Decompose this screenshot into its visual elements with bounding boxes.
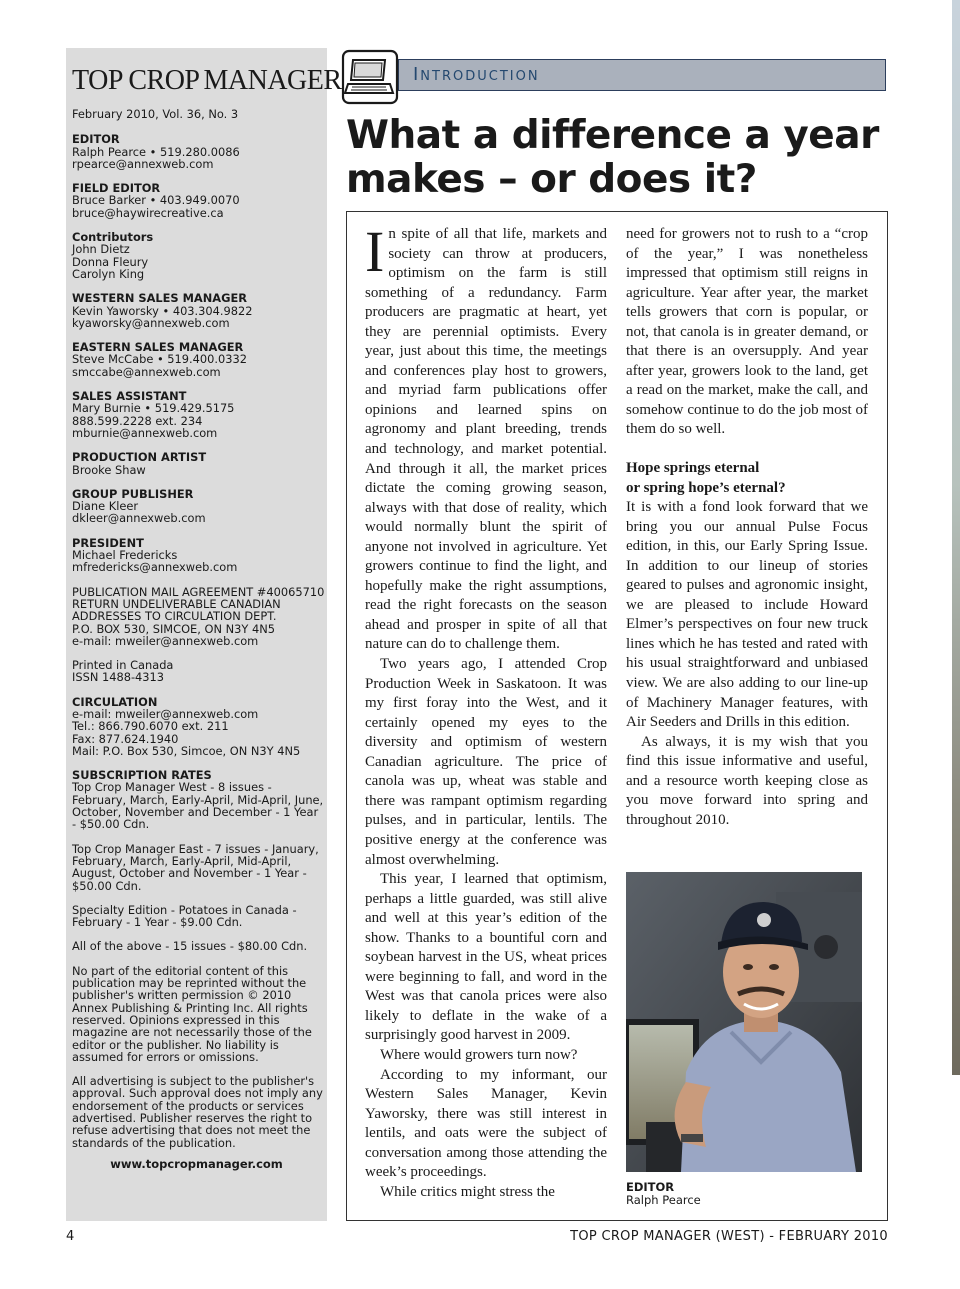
- masthead-block-line: Michael Fredericks: [72, 548, 178, 563]
- masthead-block-line[interactable]: smccabe@annexweb.com: [72, 364, 221, 379]
- publication-logo: [72, 58, 342, 104]
- caption-role: EDITOR: [626, 1180, 675, 1194]
- logo-word-top-crop: TOP CROP: [72, 65, 200, 96]
- masthead-block-line: 888.599.2228 ext. 234: [72, 413, 203, 428]
- masthead-block-line: Brooke Shaw: [72, 462, 146, 477]
- masthead-block-heading: GROUP PUBLISHER: [72, 486, 194, 501]
- masthead-block-line[interactable]: dkleer@annexweb.com: [72, 511, 206, 526]
- article-paragraph: It is with a fond look forward that we bring you our annual Pulse Focus edition, in this, our Early Spring Issue. In addition to our lineup of stories geared to pulses and agronomic insight, we are pleased to include Howard Elmer’s perspectives on four new truck lines which he has tested and rated with his usual straightforward and unbiased view. We are also adding to our line-up of Machinery Manager features, with Air Seeders and Drills in this edition.: [626, 499, 868, 731]
- drop-cap: I: [365, 219, 385, 284]
- article-paragraph: According to my informant, our Western Sales Manager, Kevin Yaworsky, there was still interest in lentils, and oats were the subject of conversation among those attending the week’s proceedings.: [365, 1066, 607, 1181]
- website-link[interactable]: www.topcropmanager.com: [110, 1157, 283, 1171]
- masthead-block-line: Mary Burnie • 519.429.5175: [72, 401, 235, 416]
- masthead-block-line: Ralph Pearce • 519.280.0086: [72, 144, 240, 159]
- masthead-block-line: PUBLICATION MAIL AGREEMENT #40065710: [72, 584, 325, 599]
- subhead-line-2: or spring hope’s eternal?: [626, 479, 786, 496]
- masthead-block-heading: PRESIDENT: [72, 535, 144, 550]
- masthead-block-line[interactable]: e-mail: mweiler@annexweb.com: [72, 633, 259, 648]
- section-bar: [398, 59, 886, 91]
- masthead-block-heading: WESTERN SALES MANAGER: [72, 291, 247, 306]
- masthead-block-line: Diane Kleer: [72, 499, 139, 514]
- article-paragraph: need for growers not to rush to a “crop of the year,” I was nonetheless impressed that optimism still reigns in agriculture. Year after year, the market tells growers that corn is popular, or not, that canola is in greater demand, or that there is an oversupply. And year after year, growers look to the land, get a read on the market, make the call, and somehow continue to do the job most of them do so well.: [626, 226, 868, 438]
- editor-photo: [626, 872, 862, 1172]
- masthead-block: [72, 586, 324, 647]
- masthead-sidebar: [66, 48, 342, 1221]
- section-header: [340, 48, 888, 106]
- masthead-block-line: Fax: 877.624.1940: [72, 731, 179, 746]
- masthead-block-line: Kevin Yaworsky • 403.304.9822: [72, 303, 253, 318]
- rates-specialty: Specialty Edition - Potatoes in Canada - February - 1 Year - $9.00 Cdn.: [72, 902, 297, 930]
- masthead-block-line: Tel.: 866.790.6070 ext. 211: [72, 719, 229, 734]
- article-subhead: [626, 459, 868, 498]
- article-paragraph: As always, it is my wish that you find this issue informative and useful, and a resource worth keeping close as you move forward into spring and throughout 2010.: [626, 733, 868, 828]
- article-column-2: [626, 225, 868, 830]
- article-paragraph: This year, I learned that optimism, perhaps a little guarded, was still alive and well at this year’s edition of the show. Thanks to a bountiful corn and soybean harvest in the US, wheat prices were beginning to fall, and word in the West was that canola prices were also likely to deflate in the wake of a surprisingly good harvest in 2009.: [365, 871, 607, 1044]
- article-paragraph: Two years ago, I attended Crop Production Week in Saskatoon. It was my first foray into the West, and it certainly opened my eyes to the diversity and optimism of western Canadian agriculture. The price of canola was up, wheat was stable and there was rampant optimism regarding pulses, and in particular, lentils. The positive energy at the conference was almost overwhelming.: [365, 656, 607, 868]
- masthead-block: [72, 696, 324, 757]
- masthead-block-line[interactable]: mburnie@annexweb.com: [72, 425, 218, 440]
- masthead-block: [72, 390, 324, 439]
- masthead-block: [72, 659, 324, 684]
- masthead-block-line: Bruce Barker • 403.949.0070: [72, 193, 240, 208]
- copyright-notice: No part of the editorial content of this publication may be reprinted without the publisher's written permission © 2010 Annex Publishing & Printing Inc. All rights reserved. Opinions expressed in this magazine are not necessarily those of the editor or the publisher. No liability is assumed for errors or omissions.: [72, 963, 312, 1064]
- running-footer: TOP CROP MANAGER (WEST) - FEBRUARY 2010: [570, 1229, 888, 1244]
- masthead-block: [72, 133, 324, 170]
- masthead-block-heading: CIRCULATION: [72, 694, 158, 709]
- article-column-1: [365, 219, 607, 1202]
- section-label: Introduction: [413, 64, 540, 85]
- adjacent-page-photo-edge: [952, 0, 960, 1075]
- masthead-block: [72, 292, 324, 329]
- rates-all: All of the above - 15 issues - $80.00 Cdn.: [72, 939, 308, 954]
- masthead-block-line: RETURN UNDELIVERABLE CANADIAN: [72, 596, 281, 611]
- masthead-block-line: Carolyn King: [72, 266, 145, 281]
- rates-east: Top Crop Manager East - 7 issues - January, February, March, Early-April, Mid-April, August, October and November - 1 Year - $50.00 Cdn.: [72, 841, 319, 893]
- photo-caption: [626, 1181, 862, 1207]
- masthead-block: [72, 537, 324, 574]
- subscription-heading: SUBSCRIPTION RATES: [72, 768, 212, 783]
- article-headline: What a difference a year makes – or does it?: [346, 113, 879, 202]
- article-paragraph: While critics might stress the: [380, 1183, 555, 1200]
- masthead-block-heading: PRODUCTION ARTIST: [72, 450, 207, 465]
- masthead-block-line[interactable]: e-mail: mweiler@annexweb.com: [72, 706, 259, 721]
- laptop-icon: [340, 48, 400, 106]
- masthead-block-line: ISSN 1488-4313: [72, 670, 165, 685]
- article-paragraph: Where would growers turn now?: [380, 1046, 578, 1063]
- masthead-block: [72, 488, 324, 525]
- masthead-block-line: Steve McCabe • 519.400.0332: [72, 352, 248, 367]
- masthead-block-line: John Dietz: [72, 242, 130, 257]
- masthead-block-heading: FIELD EDITOR: [72, 181, 161, 196]
- masthead-block-line[interactable]: kyaworsky@annexweb.com: [72, 315, 230, 330]
- masthead-listing: [72, 108, 324, 1161]
- logo-word-manager: MANAGER: [203, 65, 342, 96]
- masthead-block: [72, 182, 324, 219]
- page-number: 4: [66, 1229, 75, 1244]
- masthead-block-line[interactable]: mfredericks@annexweb.com: [72, 560, 238, 575]
- masthead-block-line: Mail: P.O. Box 530, Simcoe, ON N3Y 4N5: [72, 743, 301, 758]
- issue-info: February 2010, Vol. 36, No. 3: [72, 107, 239, 121]
- masthead-block-line: Printed in Canada: [72, 658, 174, 673]
- masthead-block-heading: EDITOR: [72, 132, 120, 147]
- masthead-block-line[interactable]: bruce@haywirecreative.ca: [72, 205, 224, 220]
- masthead-block: [72, 451, 324, 476]
- masthead-block-line: Donna Fleury: [72, 254, 149, 269]
- caption-name: Ralph Pearce: [626, 1193, 701, 1207]
- article-paragraph: n spite of all that life, markets and society can throw at producers, optimism on the farm is still something of a redundancy. Farm producers are pragmatic at heart, yet they are perennial optimists. Every year, just about this time, the meetings and conferences play host to growers, and myriad farm publications offer opinions and learned spins on agronomy and plant breeding, trends and technology, and market potential. And through it all, the market prices dictate the coming growing season, always with that dose of reality, which would normally blunt the spirit of anyone not involved in agriculture. Yet growers continue to find the light, and hopefully make the right assumptions, read the right forecasts on the season ahead and prosper in spite of all that nature can do to challenge them.: [365, 226, 607, 653]
- masthead-block-heading: SALES ASSISTANT: [72, 389, 187, 404]
- subhead-line-1: Hope springs eternal: [626, 460, 760, 477]
- article-box: [346, 211, 888, 1221]
- advertising-notice: All advertising is subject to the publisher's approval. Such approval does not imply any endorsement of the products or services advertised. Publisher reserves the right to refuse advertising that does not meet the standards of the publication.: [72, 1074, 323, 1150]
- rates-west: Top Crop Manager West - 8 issues - February, March, Early-April, Mid-April, June, October, November and December - 1 Year - $50.00 Cdn.: [72, 780, 324, 832]
- masthead-block-line[interactable]: rpearce@annexweb.com: [72, 156, 214, 171]
- masthead-block-heading: Contributors: [72, 230, 154, 245]
- masthead-block-heading: EASTERN SALES MANAGER: [72, 340, 244, 355]
- masthead-block-line: ADDRESSES TO CIRCULATION DEPT.: [72, 609, 277, 624]
- masthead-block: [72, 231, 324, 280]
- masthead-block-line: P.O. BOX 530, SIMCOE, ON N3Y 4N5: [72, 621, 275, 636]
- masthead-block: [72, 341, 324, 378]
